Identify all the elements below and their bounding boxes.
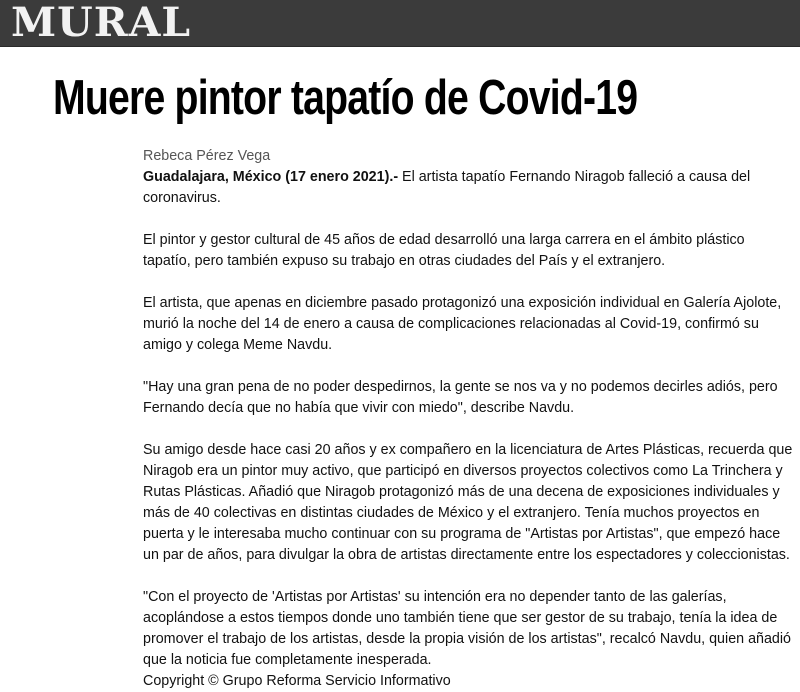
copyright-notice: Copyright © Grupo Reforma Servicio Informativo (143, 673, 451, 689)
article-paragraph-6: "Con el proyecto de 'Artistas por Artistas' su intención era no depender tanto de las galerías, acoplándose a estos tiempos donde uno también tiene que ser gestor de su trabajo, tenía la idea de promover el trabajo de los artistas, desde la propia visión de los artistas", recalcó Navdu, quien añadió que la noticia fue completamente inesperada. (143, 589, 791, 668)
mural-logo[interactable]: MURAL (11, 0, 192, 46)
article-paragraph-1 (143, 167, 793, 209)
article-paragraph-2: El pintor y gestor cultural de 45 años de edad desarrolló una larga carrera en el ámbito plástico tapatío, pero también expuso su trabajo en otras ciudades del País y el extranjero. (143, 232, 745, 269)
article-paragraph-5: Su amigo desde hace casi 20 años y ex compañero en la licenciatura de Artes Plásticas, recuerda que Niragob era un pintor muy activo, que participó en diversos proyectos colectivos como La Trinchera y Rutas Plásticas. Añadió que Niragob protagonizó más de una decena de exposiciones individuales y más de 40 colectivas en distintas ciudades de México y el extranjero. Tenía muchos proyectos en puerta y le interesaba mucho continuar con su programa de "Artistas por Artistas", que empezó hace un par de años, para divulgar la obra de artistas directamente entre los espectadores y coleccionistas. (143, 442, 793, 563)
masthead (0, 0, 800, 47)
article-body (143, 146, 793, 692)
article-paragraph-1-text: El artista tapatío Fernando Niragob falleció a causa del coronavirus. (143, 169, 751, 206)
article-paragraph-3: El artista, que apenas en diciembre pasado protagonizó una exposición individual en Galería Ajolote, murió la noche del 14 de enero a causa de complicaciones relacionadas al Covid-19, confirmó su amigo y colega Meme Navdu. (143, 295, 782, 353)
article-dateline: Guadalajara, México (17 enero 2021).- (143, 169, 399, 185)
article-byline: Rebeca Pérez Vega (143, 148, 271, 164)
article-headline: Muere pintor tapatío de Covid-19 (53, 71, 638, 125)
article-paragraph-4: "Hay una gran pena de no poder despedirnos, la gente se nos va y no podemos decirles adiós, pero Fernando decía que no había que vivir con miedo", describe Navdu. (143, 379, 778, 416)
